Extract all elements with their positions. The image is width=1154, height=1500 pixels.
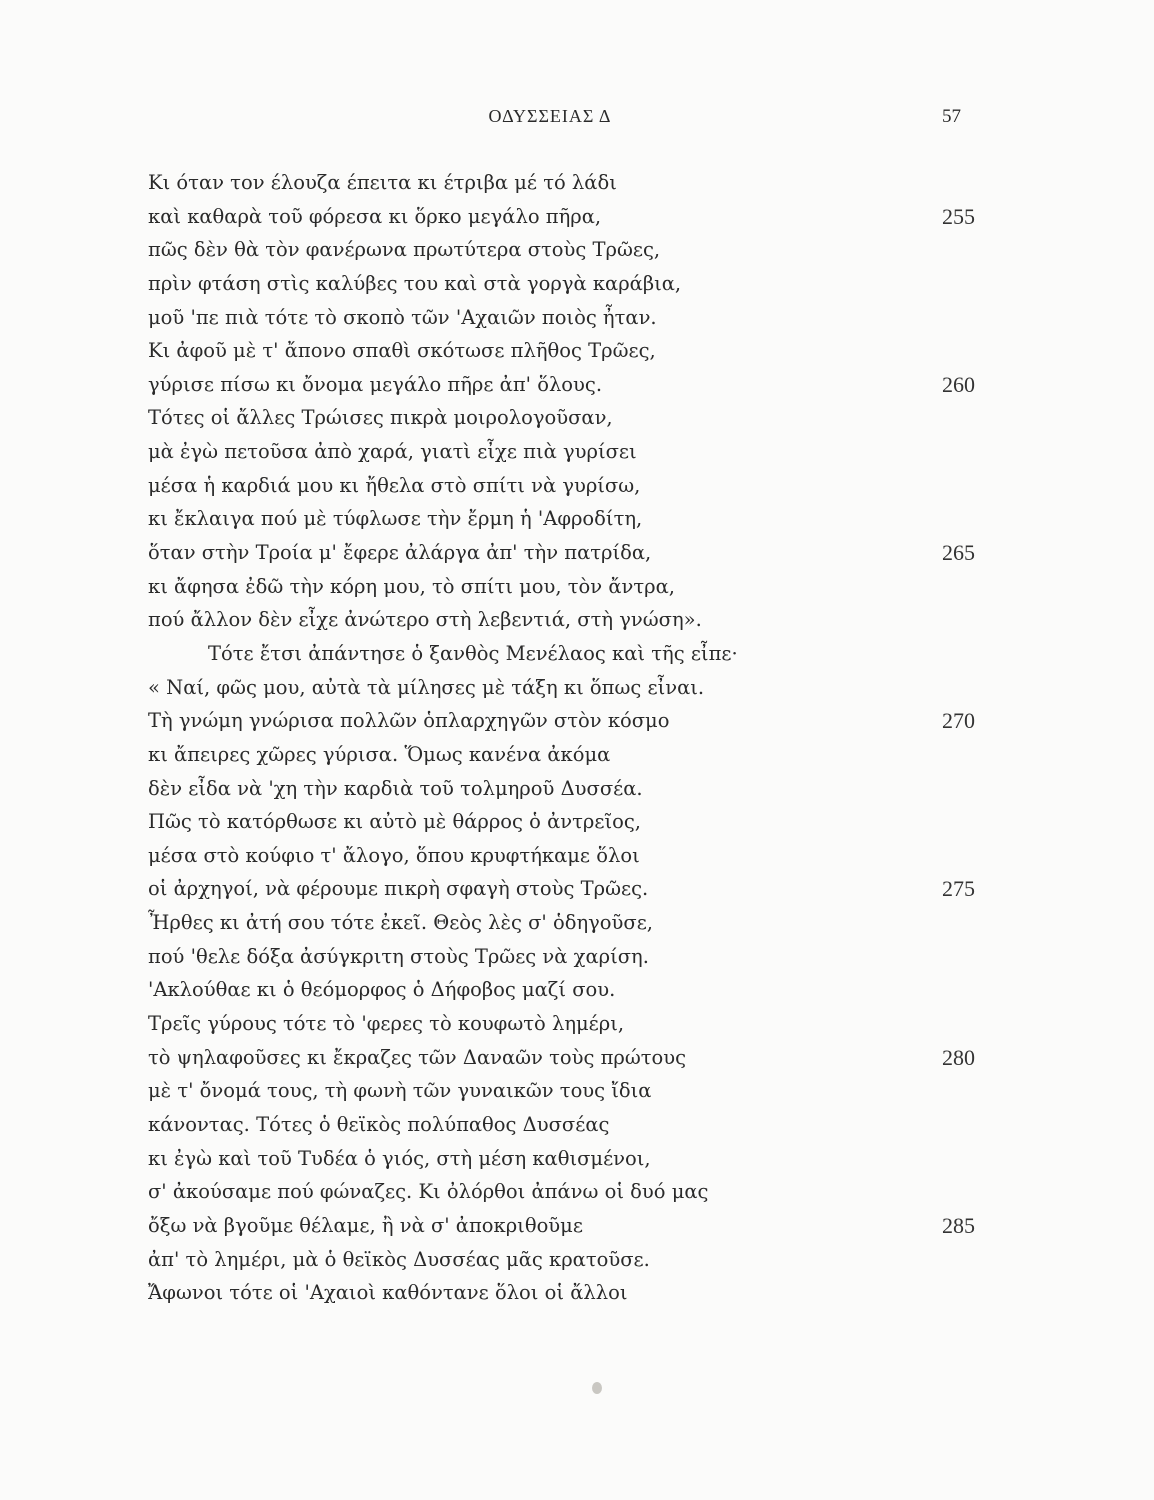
verse-line <box>148 1041 1008 1075</box>
verse-text: μὲ τ' ὄνομά τους, τὴ φωνὴ τῶν γυναικῶν τους ἴδια <box>148 1079 652 1103</box>
verse-text: Κι όταν τον έλουζα έπειτα κι έτριβα μέ τό λάδι <box>148 171 617 194</box>
verse-text: γύρισε πίσω κι ὄνομα μεγάλο πῆρε ἀπ' ὅλους. <box>148 372 603 396</box>
verse-line <box>148 738 1008 772</box>
verse-text: μὰ ἐγὼ πετοῦσα ἀπὸ χαρά, γιατὶ εἶχε πιὰ γυρίσει <box>148 440 637 464</box>
verse-text: Τρεῖς γύρους τότε τὸ 'φερες τὸ κουφωτὸ λημέρι, <box>148 1012 625 1036</box>
verse-line <box>148 772 1008 806</box>
verse-text: Κι ἀφοῦ μὲ τ' ἄπονο σπαθὶ σκότωσε πλῆθος Τρῶες, <box>148 339 656 363</box>
verse-text: πῶς δὲν θὰ τὸν φανέρωνα πρωτύτερα στοὺς Τρῶες, <box>148 238 661 262</box>
verse-line <box>148 301 1008 335</box>
verse-line <box>148 872 1008 906</box>
verse-text: Ἦρθες κι ἀτή σου τότε ἐκεῖ. Θεὸς λὲς σ' ὁδηγοῦσε, <box>148 911 654 935</box>
verse-line <box>148 637 1008 671</box>
verse-line <box>148 704 1008 738</box>
verse-line <box>148 401 1008 435</box>
line-number: 260 <box>942 371 975 397</box>
verse-line <box>148 435 1008 469</box>
line-number: 265 <box>942 540 975 566</box>
verse-text: κι ἄπειρες χῶρες γύρισα. Ὅμως κανένα ἀκόμα <box>148 742 611 766</box>
verse-text: Τότες οἱ ἄλλες Τρώισες πικρὰ μοιρολογοῦσαν, <box>148 406 613 430</box>
verse-line <box>148 940 1008 974</box>
ornament-mark <box>592 1382 602 1394</box>
verse-text: δὲν εἶδα νὰ 'χη τὴν καρδιὰ τοῦ τολμηροῦ Δυσσέα. <box>148 776 643 800</box>
verse-line <box>148 1074 1008 1108</box>
poem-text <box>148 166 1008 1310</box>
verse-line <box>148 1175 1008 1209</box>
verse-text: ὅταν στὴν Τροία μ' ἔφερε ἀλάργα ἀπ' τὴν πατρίδα, <box>148 541 652 565</box>
verse-line <box>148 839 1008 873</box>
verse-line <box>148 1209 1008 1243</box>
verse-line <box>148 536 1008 570</box>
page-number: 57 <box>942 106 961 127</box>
verse-text: 'Ακλούθαε κι ὁ θεόμορφος ὁ Δήφοβος μαζί σου. <box>148 978 616 1002</box>
verse-line <box>148 200 1008 234</box>
verse-text: ὄξω νὰ βγοῦμε θέλαμε, ἢ νὰ σ' ἀποκριθοῦμε <box>148 1213 583 1237</box>
line-number: 270 <box>942 708 975 734</box>
verse-text: πού 'θελε δόξα ἀσύγκριτη στοὺς Τρῶες νὰ χαρίση. <box>148 944 649 968</box>
verse-text: Ἄφωνοι τότε οἱ 'Αχαιοὶ καθόντανε ὅλοι οἱ ἄλλοι <box>148 1281 628 1305</box>
verse-line <box>148 368 1008 402</box>
verse-text: Τότε ἔτσι ἀπάντησε ὁ ξανθὸς Μενέλαος καὶ τῆς εἶπε· <box>208 641 738 665</box>
verse-text: σ' ἀκούσαμε πού φώναζες. Κι ὀλόρθοι ἀπάνω οἱ δυό μας <box>148 1180 709 1204</box>
verse-text: κάνοντας. Τότες ὁ θεϊκὸς πολύπαθος Δυσσέας <box>148 1112 610 1136</box>
verse-line <box>148 502 1008 536</box>
running-header <box>0 104 1154 134</box>
verse-line <box>148 805 1008 839</box>
verse-line <box>148 603 1008 637</box>
verse-text: κι ἄφησα ἐδῶ τὴν κόρη μου, τὸ σπίτι μου, τὸν ἄντρα, <box>148 574 675 598</box>
verse-text: τὸ ψηλαφοῦσες κι ἔκραζες τῶν Δαναῶν τοὺς πρώτους <box>148 1045 687 1069</box>
verse-line <box>148 334 1008 368</box>
verse-text: Τὴ γνώμη γνώρισα πολλῶν ὁπλαρχηγῶν στὸν κόσμο <box>148 709 670 733</box>
running-title: ΟΔΥΣΣΕΙΑΣ Δ <box>488 106 612 126</box>
line-number: 275 <box>942 876 975 902</box>
line-number: 280 <box>942 1044 975 1070</box>
verse-line <box>148 1007 1008 1041</box>
verse-text: μέσα ἡ καρδιά μου κι ἤθελα στὸ σπίτι νὰ γυρίσω, <box>148 473 641 497</box>
line-number: 285 <box>942 1212 975 1238</box>
verse-line <box>148 166 1008 200</box>
verse-line <box>148 1142 1008 1176</box>
verse-line <box>148 570 1008 604</box>
verse-text: καὶ καθαρὰ τοῦ φόρεσα κι ὅρκο μεγάλο πῆρα, <box>148 204 602 228</box>
verse-line <box>148 1108 1008 1142</box>
verse-line <box>148 671 1008 705</box>
verse-text: Πῶς τὸ κατόρθωσε κι αὐτὸ μὲ θάρρος ὁ ἀντρεῖος, <box>148 810 641 834</box>
verse-text: ἀπ' τὸ λημέρι, μὰ ὁ θεϊκὸς Δυσσέας μᾶς κρατοῦσε. <box>148 1247 650 1271</box>
verse-line <box>148 1243 1008 1277</box>
verse-text: οἱ ἀρχηγοί, νὰ φέρουμε πικρὴ σφαγὴ στοὺς Τρῶες. <box>148 877 649 901</box>
verse-text: κι ἐγὼ καὶ τοῦ Τυδέα ὁ γιός, στὴ μέση καθισμένοι, <box>148 1146 651 1170</box>
verse-text: πού ἄλλον δὲν εἶχε ἀνώτερο στὴ λεβεντιά, στὴ γνώση». <box>148 608 702 632</box>
line-number: 255 <box>942 203 975 229</box>
verse-line <box>148 233 1008 267</box>
verse-line <box>148 267 1008 301</box>
verse-text: πρὶν φτάση στὶς καλύβες του καὶ στὰ γοργὰ καράβια, <box>148 271 682 295</box>
verse-line <box>148 1276 1008 1310</box>
verse-text: κι ἔκλαιγα πού μὲ τύφλωσε τὴν ἔρμη ἡ 'Αφροδίτη, <box>148 507 643 531</box>
verse-text: μέσα στὸ κούφιο τ' ἄλογο, ὅπου κρυφτήκαμε ὅλοι <box>148 843 640 867</box>
verse-text: μοῦ 'πε πιὰ τότε τὸ σκοπὸ τῶν 'Αχαιῶν ποιὸς ἦταν. <box>148 305 657 329</box>
verse-line <box>148 469 1008 503</box>
verse-text: « Ναί, φῶς μου, αὐτὰ τὰ μίλησες μὲ τάξη κι ὅπως εἶναι. <box>148 675 705 699</box>
verse-line <box>148 906 1008 940</box>
verse-line <box>148 973 1008 1007</box>
